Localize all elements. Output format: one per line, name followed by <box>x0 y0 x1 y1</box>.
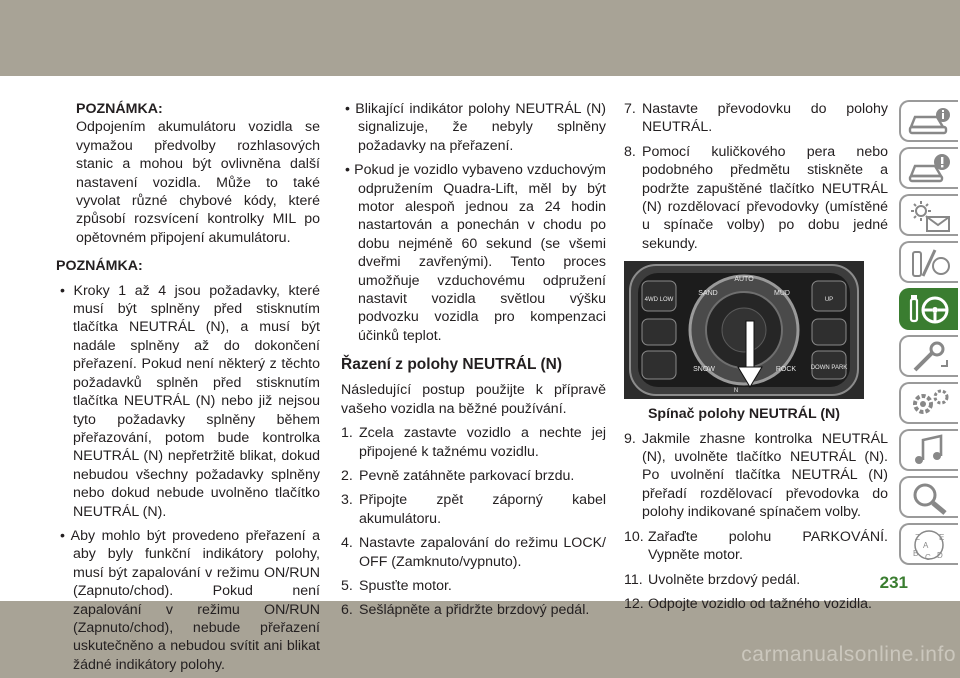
step-text: Uvolněte brzdový pedál. <box>648 571 801 588</box>
selector-switch-illustration <box>624 261 864 399</box>
tab-lights[interactable] <box>899 194 958 236</box>
note-title: POZNÁMKA: <box>56 258 143 275</box>
tab-search[interactable] <box>899 476 958 518</box>
svg-text:D: D <box>937 551 943 560</box>
step-number: 1. <box>341 425 353 442</box>
step-text: Nastavte zapalování do režimu LOCK/ OFF (Zamknuto/vypnuto). <box>359 535 606 570</box>
bullet-paragraph: • Blikající indikátor polohy NEUTRÁL (N) signalizuje, že nebyly splněny požadavky na přeřazení. <box>345 101 606 154</box>
step-item <box>341 424 606 461</box>
bullet-paragraph: • Kroky 1 až 4 jsou požadavky, které musí být splněny před stisknutím tlačítka NEUTRÁL (N), a musí být nadále splněny až do dokončení přeřazení. Pokud není některý z těchto požadavků splněn před stisknutím tlačítka NEUTRÁL (N) nebo již nejsou tyto požadavky splněny během přeřazování, potom bude kontrolka NEUTRÁL (N) nepřetržitě blikat, dokud nebudou všechny požadavky splněny nebo dokud nebude uvolněno tlačítko NEUTRÁL (N). <box>60 282 320 520</box>
step-item <box>624 528 888 565</box>
step-item <box>624 143 888 253</box>
step-item <box>341 534 606 571</box>
car-info-icon <box>907 105 953 139</box>
step-item <box>341 577 606 595</box>
step-item <box>624 595 888 613</box>
step-number: 8. <box>624 143 636 160</box>
step-item <box>341 491 606 528</box>
figure-caption: Spínač polohy NEUTRÁL (N) <box>647 406 841 423</box>
label-snow: SNOW <box>693 366 715 374</box>
label-auto: AUTO <box>734 276 754 284</box>
step-number: 3. <box>341 492 353 509</box>
tab-driving[interactable] <box>899 288 958 330</box>
step-text: Připojte zpět záporný kabel akumulátoru. <box>359 492 606 527</box>
step-text: Jakmile zhasne kontrolka NEUTRÁL (N), uvolněte tlačítko NEUTRÁL (N). Po uvolnění tlačítka NEUTRÁL (N) přeřadí rozdělovací převodovka do polohy indikované spínačem volby. <box>642 430 888 521</box>
step-number: 6. <box>341 602 353 619</box>
index-abc-icon <box>907 528 953 562</box>
label-up: UP <box>824 297 834 304</box>
watermark: carmanualsonline.info <box>741 643 956 666</box>
tab-emergency[interactable] <box>899 335 958 377</box>
label-mud: MUD <box>774 290 790 298</box>
step-number: 9. <box>624 430 636 447</box>
note-title: POZNÁMKA: <box>76 101 163 117</box>
step-number: 5. <box>341 577 353 594</box>
label-rock: ROCK <box>775 366 797 374</box>
step-text: Pomocí kuličkového pera nebo podobného předmětu stiskněte a podržte zapuštěné tlačítko NEUTRÁL (N) rozdělovací převodovky (umístěné u spínače volby) po dobu jedné sekundy. <box>642 143 888 252</box>
svg-text:A: A <box>923 541 929 550</box>
tab-service[interactable] <box>899 382 958 424</box>
tab-vehicle[interactable] <box>899 100 958 142</box>
step-item <box>624 100 888 137</box>
step-text: Odpojte vozidlo od tažného vozidla. <box>648 595 872 612</box>
bullet-paragraph: • Pokud je vozidlo vybaveno vzduchovým odpružením Quadra-Lift, měl by být motor alespoň jednou za 24 hodin nastartován a ponechán v chodu po dobu nejméně 60 sekund (se všemi dveřmi zavřenými). Tento proces umožňuje vzduchovému odpružení nastavit vozidla světlou výšku podvozku vozidla pro kompenzaci účinků teplot. <box>345 162 606 344</box>
tab-safety[interactable] <box>899 147 958 189</box>
step-number: 7. <box>624 101 636 117</box>
step-text: Zařaďte polohu PARKOVÁNÍ. Vypněte motor. <box>648 528 888 564</box>
section-title: Řazení z polohy NEUTRÁL (N) <box>341 356 563 374</box>
step-number: 4. <box>341 535 353 552</box>
step-number: 12. <box>624 595 644 612</box>
label-down-park: DOWN PARK <box>810 365 848 372</box>
tab-multimedia[interactable] <box>899 429 958 471</box>
step-text: Pevně zatáhněte parkovací brzdu. <box>359 467 575 484</box>
step-number: 11. <box>624 571 643 588</box>
column-right <box>624 100 888 613</box>
step-list <box>624 100 888 253</box>
step-text: Sešlápněte a přidržte brzdový pedál. <box>359 602 590 619</box>
intro-paragraph: Následující postup použijte k přípravě vašeho vozidla na běžné používání. <box>341 382 606 417</box>
note-box <box>56 100 320 247</box>
page-number: 231 <box>879 573 908 592</box>
svg-text:Z: Z <box>915 533 920 542</box>
column-left <box>56 100 320 674</box>
step-list <box>341 424 606 620</box>
step-number: 10. <box>624 528 644 545</box>
light-envelope-icon <box>907 199 953 233</box>
steering-wheel-icon <box>907 293 953 327</box>
car-warning-icon <box>907 152 953 186</box>
column-middle <box>341 100 606 620</box>
step-text: Zcela zastavte vozidlo a nechte jej připojené k tažnému vozidlu. <box>359 425 606 460</box>
step-number: 2. <box>341 467 353 484</box>
tab-dashboard[interactable] <box>899 241 958 283</box>
svg-text:E: E <box>939 533 945 542</box>
dashboard-icon <box>907 246 953 280</box>
music-icon <box>907 434 953 468</box>
note-body: Odpojením akumulátoru vozidla se vymažou předvolby rozhlasových stanic a mohou být ovlivněna další nastavení vozidla. Může to také vyvolat různé chybové kódy, které způsobí rozsvícení kontrolky MIL po opětovném připojení akumulátoru. <box>76 119 320 246</box>
step-item <box>341 467 606 485</box>
bullet-paragraph: • Aby mohlo být provedeno přeřazení a aby byly funkční indikátory polohy, musí být zapalování v režimu ON/RUN (Zapnuto/chod). Pokud není zapalování v režimu ON/RUN (Zapnuto/chod), nebude přeřazení uskutečněno a nebudou svítit ani blikat žádné indikátory polohy. <box>60 527 320 673</box>
wrench-icon <box>907 340 953 374</box>
step-text: Nastavte převodovku do polohy NEUTRÁL. <box>642 101 888 136</box>
svg-text:C: C <box>925 553 931 562</box>
gear-icon <box>907 387 953 421</box>
step-item <box>341 601 606 619</box>
tab-index[interactable] <box>899 523 958 565</box>
step-item <box>624 430 888 522</box>
label-n: N <box>733 388 739 395</box>
label-4wd-low: 4WD LOW <box>644 297 674 304</box>
chapter-tabs <box>899 100 960 570</box>
selector-switch-photo <box>624 261 864 399</box>
step-text: Spusťte motor. <box>359 577 452 594</box>
label-sand: SAND <box>698 290 718 298</box>
top-band <box>0 0 960 76</box>
magnifier-icon <box>907 481 953 515</box>
svg-text:B: B <box>913 549 919 558</box>
